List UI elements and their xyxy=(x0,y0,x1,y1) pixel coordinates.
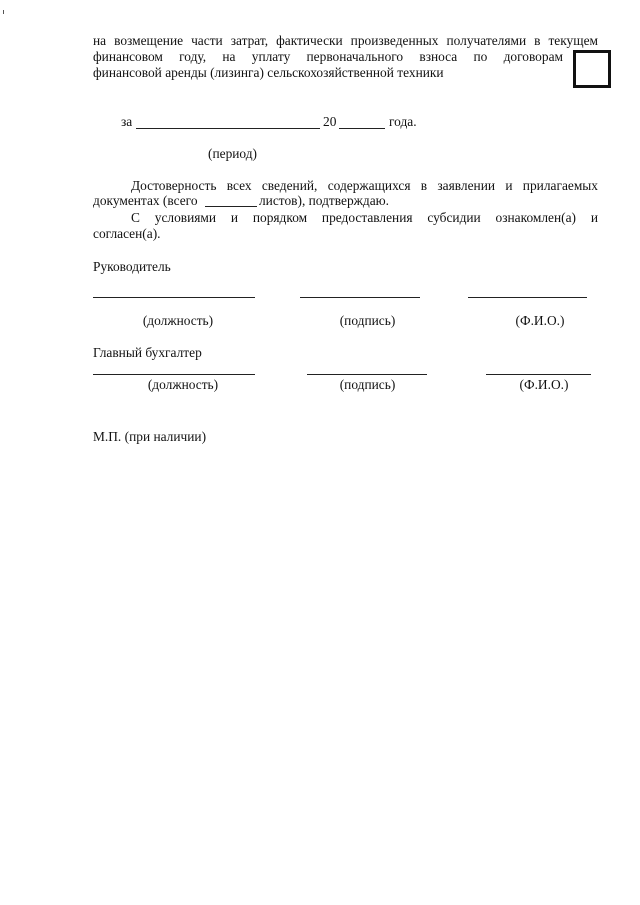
head-name-caption: (Ф.И.О.) xyxy=(515,313,565,328)
period-blank[interactable] xyxy=(136,128,320,129)
period-suffix: года. xyxy=(389,114,417,129)
accountant-signature-blank[interactable] xyxy=(307,374,427,375)
head-position-blank[interactable] xyxy=(93,297,255,298)
header-line-1: на возмещение части затрат, фактически произведенных получателями в текущем xyxy=(93,33,598,48)
year-blank[interactable] xyxy=(339,128,385,129)
header-line-2: финансовом году, на уплату первоначального взноса по договорам xyxy=(93,49,563,64)
confirmation-line-2-start: документах (всего xyxy=(93,193,198,208)
sheets-count-blank[interactable] xyxy=(205,206,257,207)
head-signature-caption: (подпись) xyxy=(339,313,396,328)
head-name-blank[interactable] xyxy=(468,297,587,298)
head-position-caption: (должность) xyxy=(142,313,214,328)
accountant-position-caption: (должность) xyxy=(147,377,219,392)
terms-line-2: согласен(а). xyxy=(93,226,161,241)
accountant-name-blank[interactable] xyxy=(486,374,591,375)
period-year-prefix: 20 xyxy=(323,114,337,129)
accountant-position-blank[interactable] xyxy=(93,374,255,375)
stamp-label: М.П. (при наличии) xyxy=(93,429,207,444)
confirmation-line-1: Достоверность всех сведений, содержащихся в заявлении и прилагаемых xyxy=(131,178,598,193)
confirmation-line-2-end: листов), подтверждаю. xyxy=(259,193,390,208)
accountant-title: Главный бухгалтер xyxy=(93,345,202,360)
accountant-signature-caption: (подпись) xyxy=(339,377,396,392)
header-line-3: финансовой аренды (лизинга) сельскохозяйственной техники xyxy=(93,65,444,80)
terms-line-1: С условиями и порядком предоставления субсидии ознакомлен(а) и xyxy=(131,210,598,225)
head-signature-blank[interactable] xyxy=(300,297,420,298)
period-prefix: за xyxy=(121,114,133,129)
scan-mark-top-left xyxy=(3,10,4,14)
period-caption: (период) xyxy=(208,146,258,161)
head-title: Руководитель xyxy=(93,259,171,274)
accountant-name-caption: (Ф.И.О.) xyxy=(519,377,569,392)
checkbox-square[interactable] xyxy=(573,50,611,88)
